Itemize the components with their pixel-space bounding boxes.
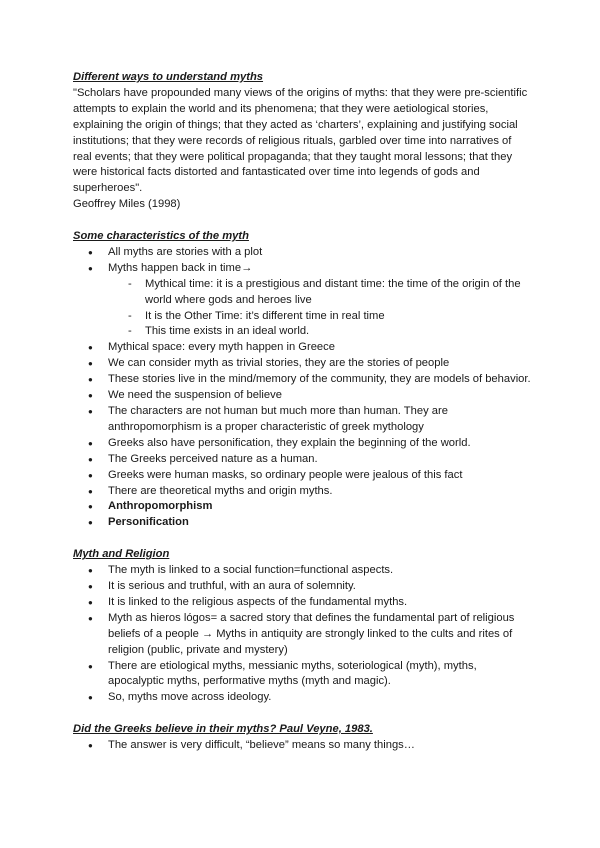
list-item: ● Greeks also have personification, they explain the beginning of the world.	[73, 436, 533, 452]
list-item: ● It is linked to the religious aspects of the fundamental myths.	[73, 595, 533, 611]
section-heading-ways: Different ways to understand myths	[73, 71, 264, 83]
section-heading-characteristics: Some characteristics of the myth	[73, 230, 249, 243]
list-item: ● The characters are not human but much more than human. They are anthropomorphism is a proper characteristic of greek mythology	[73, 404, 533, 436]
belief-list	[73, 738, 533, 754]
characteristics-list	[73, 245, 533, 531]
list-item: ● The Greeks perceived nature as a human.	[73, 452, 533, 468]
list-item: ● Personification	[73, 515, 533, 531]
list-item: ● The answer is very difficult, “believe” means so many things…	[73, 738, 533, 754]
list-item: ● So, myths move across ideology.	[73, 690, 533, 706]
quote-author: Geoffrey Miles (1998)	[73, 198, 181, 211]
list-item: ● Myths happen back in time→	[73, 261, 533, 277]
list-item: ● Anthropomorphism	[73, 499, 533, 515]
list-item: ● Greeks were human masks, so ordinary people were jealous of this fact	[73, 468, 533, 484]
list-item: ● The myth is linked to a social function=functional aspects.	[73, 563, 533, 579]
list-item: ● There are theoretical myths and origin myths.	[73, 484, 533, 500]
list-item: ● Myth as hieros lógos= a sacred story that defines the fundamental part of religious beliefs of a people → Myths in antiquity are strongly linked to the cults and rites of religion (public, private and mystery)	[73, 611, 533, 659]
miles-quote: "Scholars have propounded many views of the origins of myths: that they were pre-scientific attempts to explain the world and its phenomena; that they were aetiological stories, explaining the origin of things; that they acted as ‘charters’, explaining and justifying social institutions; that they were records of religious rituals, garbled over time into narratives of real events; that they were political propaganda; that they taught moral lessons; that they were historical facts distorted and fantasticated over time into legends of gods and superheroes".	[73, 86, 528, 195]
list-item: ● Mythical space: every myth happen in Greece	[73, 340, 533, 356]
sub-list-item: - This time exists in an ideal world.	[73, 324, 533, 340]
list-item: ● We need the suspension of believe	[73, 388, 533, 404]
sub-list-item: - It is the Other Time: it’s different time in real time	[73, 309, 533, 325]
list-item: ● It is serious and truthful, with an aura of solemnity.	[73, 579, 533, 595]
list-item: ● There are etiological myths, messianic myths, soteriological (myth), myths, apocalyptic myths, performative myths (myth and magic).	[73, 659, 533, 691]
section-heading-religion: Myth and Religion	[73, 548, 170, 561]
list-item: ● All myths are stories with a plot	[73, 245, 533, 261]
sub-list-item: - Mythical time: it is a prestigious and distant time: the time of the origin of the world where gods and heroes live	[73, 277, 533, 309]
section-heading-belief: Did the Greeks believe in their myths? Paul Veyne, 1983.	[73, 723, 373, 736]
list-item: ● These stories live in the mind/memory of the community, they are models of behavior.	[73, 372, 533, 388]
religion-list	[73, 563, 533, 706]
list-item: ● We can consider myth as trivial stories, they are the stories of people	[73, 356, 533, 372]
document-page	[73, 70, 533, 754]
